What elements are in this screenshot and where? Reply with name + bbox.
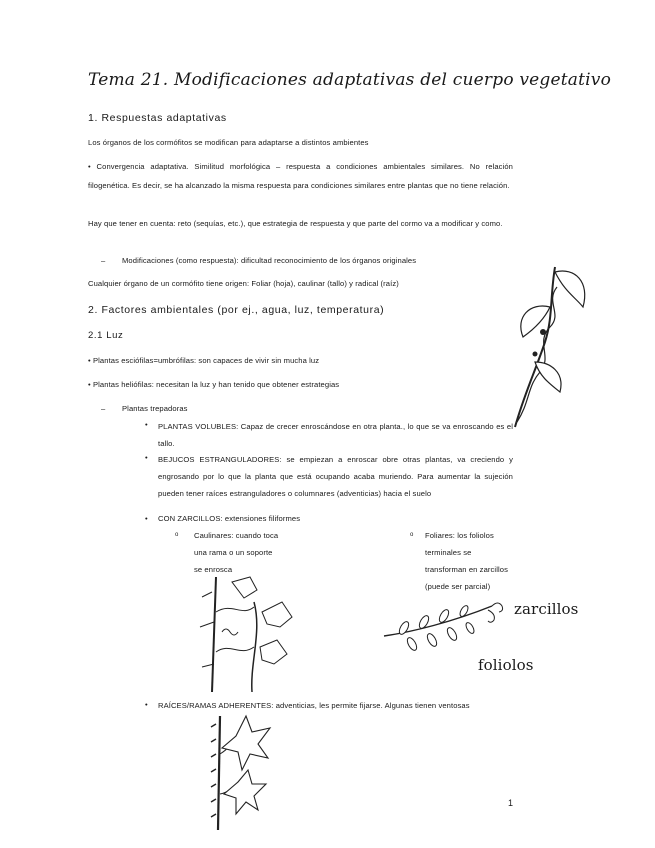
page-title: Tema 21. Modificaciones adaptativas del cuerpo vegetativo — [88, 70, 612, 90]
volubles-item: PLANTAS VOLUBLES: Capaz de crecer enroscándose en otra planta., lo que se va enroscando es el tallo. — [158, 422, 513, 448]
zarcillos-figure-label: zarcillos — [514, 600, 579, 618]
heliofilas-item: • Plantas heliófilas: necesitan la luz y han tenido que obtener estrategias — [88, 380, 340, 389]
foliares-item: Foliares: los foliolos terminales se transforman en zarcillos (puede ser parcial) — [425, 531, 509, 591]
caulinar-tendril-illustration — [192, 572, 304, 694]
dash-bullet: – — [101, 404, 106, 413]
foliolos-figure-label: foliolos — [478, 656, 534, 674]
convergencia-paragraph: • Convergencia adaptativa. Similitud morfológica – respuesta a condiciones ambientales similares. No relación filogenética. Es decir, se ha alcanzado la misma respuesta para condiciones similares entre plantas que no tiene relación. — [88, 162, 513, 190]
dash-bullet: – — [101, 256, 106, 265]
cualquier-organo-paragraph: Cualquier órgano de un cormófito tiene origen: Foliar (hoja), caulinar (tallo) y radical (raíz) — [88, 279, 399, 288]
section-2-heading: 2. Factores ambientales (por ej., agua, luz, temperatura) — [88, 304, 385, 316]
trepadoras-item: Plantas trepadoras — [122, 404, 188, 413]
modificaciones-item: Modificaciones (como respuesta): dificultad reconocimiento de los órganos originales — [122, 256, 417, 265]
page-number: 1 — [508, 798, 514, 808]
tener-en-cuenta-paragraph: Hay que tener en cuenta: reto (sequías, etc.), que estrategia de respuesta y que parte del cormo va a modificar y como. — [88, 219, 503, 228]
esciofilas-item: • Plantas esciófilas=umbrófilas: son capaces de vivir sin mucha luz — [88, 356, 320, 365]
bullet-dot: • — [145, 700, 148, 709]
twining-plant-illustration — [505, 262, 600, 432]
circle-bullet: o — [175, 532, 179, 538]
section-2-1-heading: 2.1 Luz — [88, 330, 124, 341]
bullet-dot: • — [145, 453, 148, 462]
intro-paragraph: Los órganos de los cormófitos se modifican para adaptarse a distintos ambientes — [88, 138, 369, 147]
bullet-dot: • — [145, 514, 148, 523]
zarcillos-item: CON ZARCILLOS: extensiones filiformes — [158, 514, 301, 523]
adherent-roots-illustration — [208, 714, 278, 832]
caulinares-item: Caulinares: cuando toca una rama o un soporte se enrosca — [194, 531, 279, 574]
bejucos-item: BEJUCOS ESTRANGULADORES: se empiezan a enroscar obre otras plantas, va creciendo y engrosando por lo que la planta que está ocupando acaba muriendo. Para aumentar la sujeción pueden tener raíces estranguladores o columnares (adventicias) hacia el suelo — [158, 455, 513, 498]
circle-bullet: o — [410, 532, 414, 538]
section-1-heading: 1. Respuestas adaptativas — [88, 112, 227, 124]
bullet-dot: • — [145, 420, 148, 429]
raices-item: RAÍCES/RAMAS ADHERENTES: adventicias, les permite fijarse. Algunas tienen ventosas — [158, 701, 470, 710]
